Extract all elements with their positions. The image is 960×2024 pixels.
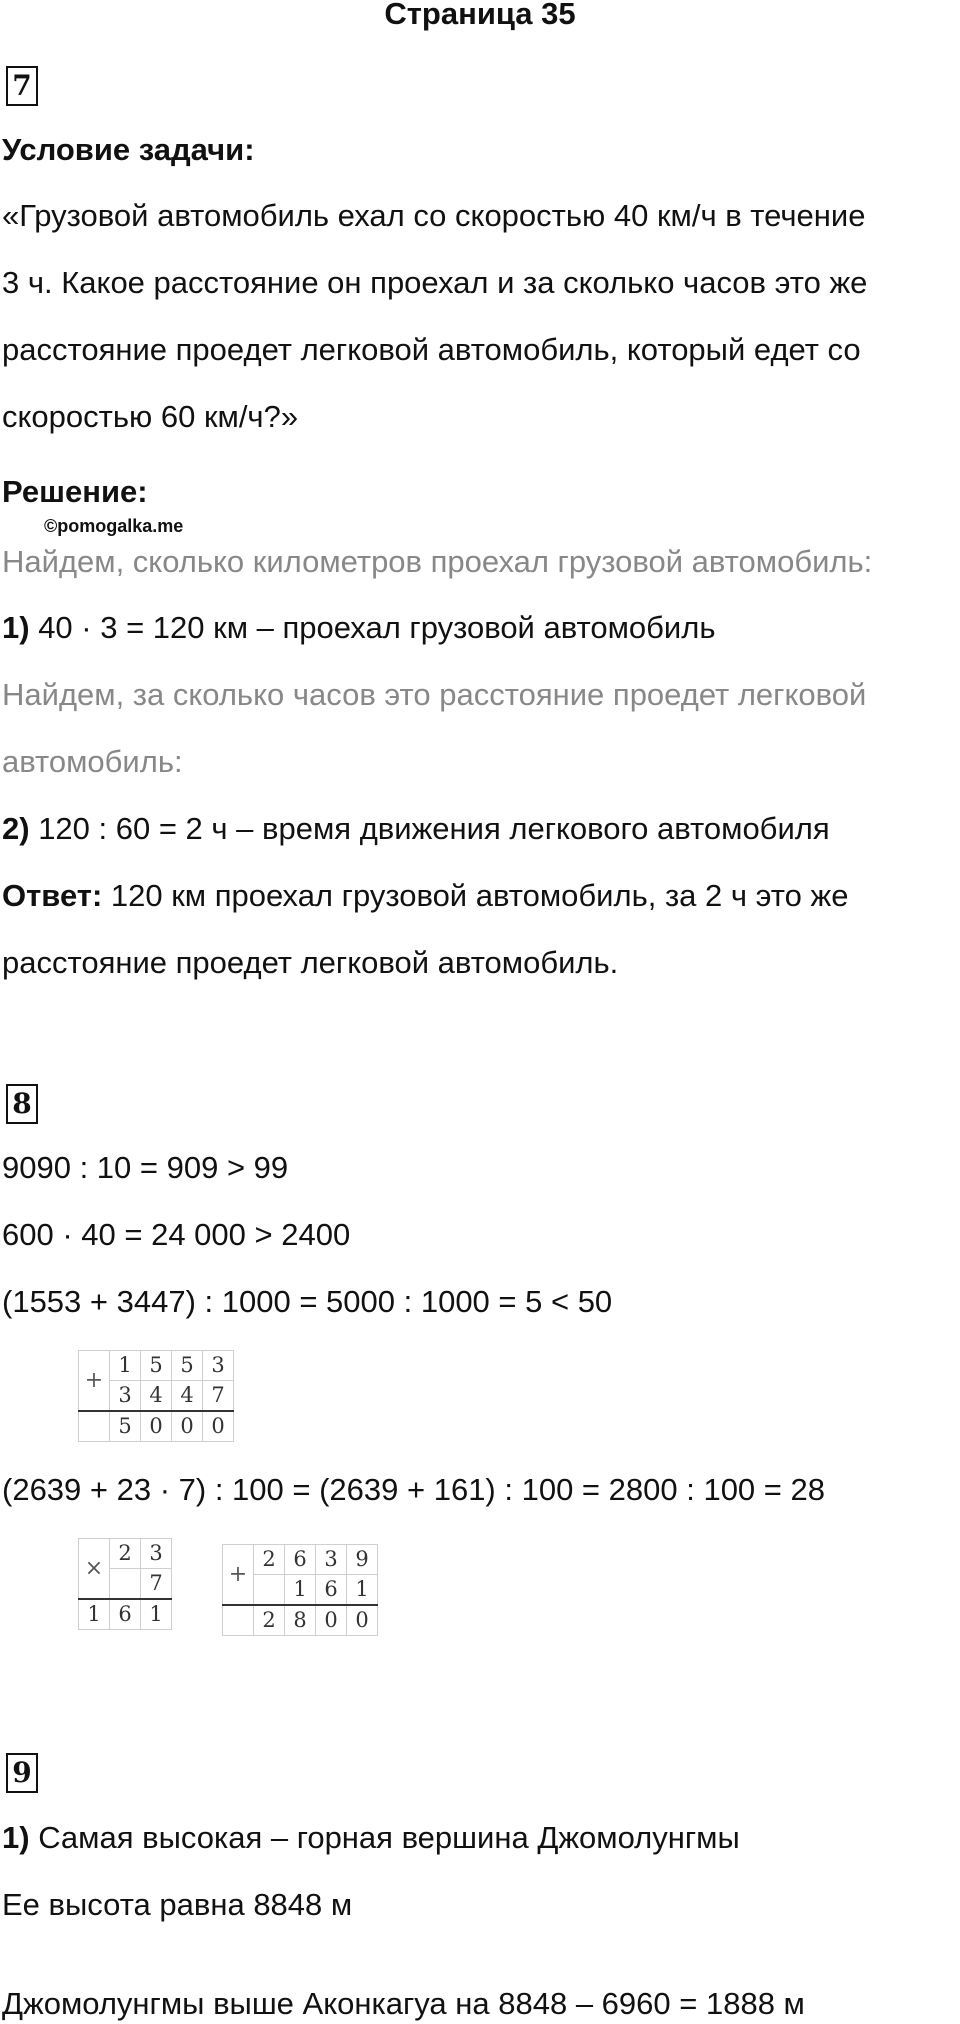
- empty-cell: [110, 1569, 141, 1600]
- column-multiplication: [78, 1538, 172, 1630]
- digit: 0: [203, 1411, 234, 1442]
- digit: 3: [110, 1381, 141, 1412]
- digit: 0: [172, 1411, 203, 1442]
- empty-cell: [223, 1605, 254, 1636]
- task-8-number: 8: [6, 1084, 38, 1124]
- digit: 0: [347, 1605, 378, 1636]
- digit: 6: [316, 1575, 347, 1606]
- digit: 3: [316, 1545, 347, 1575]
- digit: 2: [254, 1605, 285, 1636]
- expression-3: (1553 + 3447) : 1000 = 5000 : 1000 = 5 < 50: [2, 1284, 613, 1319]
- step-2-number: 2): [2, 811, 30, 846]
- answer-line-2: расстояние проедет легковой автомобиль.: [2, 945, 619, 980]
- task-7-number: 7: [6, 66, 38, 106]
- condition-line-3: расстояние проедет легковой автомобиль, который едет со: [2, 332, 861, 367]
- digit: 5: [172, 1351, 203, 1381]
- solution-label: Решение:: [2, 474, 148, 509]
- condition-line-2: 3 ч. Какое расстояние он проехал и за сколько часов это же: [2, 265, 868, 300]
- digit: 6: [285, 1545, 316, 1575]
- digit: 8: [285, 1605, 316, 1636]
- digit: 7: [203, 1381, 234, 1412]
- watermark: ©pomogalka.me: [44, 516, 184, 536]
- task-9-step-1-number: 1): [2, 1820, 30, 1855]
- empty-cell: [79, 1411, 110, 1442]
- empty-cell: [254, 1575, 285, 1606]
- expression-2: 600 · 40 = 24 000 > 2400: [2, 1217, 351, 1252]
- task-9-step-1: [2, 1818, 740, 1858]
- expression-4: (2639 + 23 · 7) : 100 = (2639 + 161) : 100 = 2800 : 100 = 28: [2, 1472, 825, 1507]
- digit: 9: [347, 1545, 378, 1575]
- digit: 1: [285, 1575, 316, 1606]
- digit: 3: [141, 1539, 172, 1569]
- digit: 4: [141, 1381, 172, 1412]
- digit: 1: [347, 1575, 378, 1606]
- digit: 6: [110, 1599, 141, 1630]
- digit: 1: [79, 1599, 110, 1630]
- step-2: [2, 809, 830, 849]
- digit: 3: [203, 1351, 234, 1381]
- column-addition-2: [222, 1544, 378, 1636]
- plus-sign: +: [223, 1545, 254, 1606]
- digit: 4: [172, 1381, 203, 1412]
- step-1-number: 1): [2, 610, 30, 645]
- answer-label: Ответ:: [2, 878, 103, 913]
- hint-2-line-1: Найдем, за сколько часов это расстояние проедет легковой: [2, 677, 867, 712]
- condition-line-4: скоростью 60 км/ч?»: [2, 399, 299, 434]
- page-title: Страница 35: [384, 0, 576, 31]
- digit: 2: [254, 1545, 285, 1575]
- digit: 7: [141, 1569, 172, 1600]
- digit: 5: [110, 1411, 141, 1442]
- digit: 1: [110, 1351, 141, 1381]
- answer-text-1: 120 км проехал грузовой автомобиль, за 2 ч это же: [102, 878, 849, 913]
- hint-2-line-2: автомобиль:: [2, 744, 183, 779]
- step-1: [2, 608, 715, 648]
- task-9-line-2: Ее высота равна 8848 м: [2, 1887, 353, 1922]
- step-1-text: 40 · 3 = 120 км – проехал грузовой автомобиль: [29, 610, 716, 645]
- digit: 5: [141, 1351, 172, 1381]
- expression-1: 9090 : 10 = 909 > 99: [2, 1150, 289, 1185]
- condition-label: Условие задачи:: [2, 132, 255, 167]
- times-sign: ×: [79, 1539, 110, 1600]
- task-9-line-3: Джомолунгмы выше Аконкагуа на 8848 – 6960 = 1888 м: [2, 1986, 805, 2021]
- task-9-step-1-text: Самая высокая – горная вершина Джомолунгмы: [29, 1820, 740, 1855]
- hint-1: Найдем, сколько километров проехал грузовой автомобиль:: [2, 544, 873, 579]
- digit: 1: [141, 1599, 172, 1630]
- digit: 2: [110, 1539, 141, 1569]
- digit: 0: [141, 1411, 172, 1442]
- task-9-number: 9: [6, 1753, 38, 1793]
- digit: 0: [316, 1605, 347, 1636]
- answer-line-1: [2, 876, 848, 916]
- condition-line-1: «Грузовой автомобиль ехал со скоростью 40 км/ч в течение: [2, 198, 866, 233]
- step-2-text: 120 : 60 = 2 ч – время движения легкового автомобиля: [29, 811, 830, 846]
- column-addition-1: [78, 1350, 234, 1442]
- plus-sign: +: [79, 1351, 110, 1412]
